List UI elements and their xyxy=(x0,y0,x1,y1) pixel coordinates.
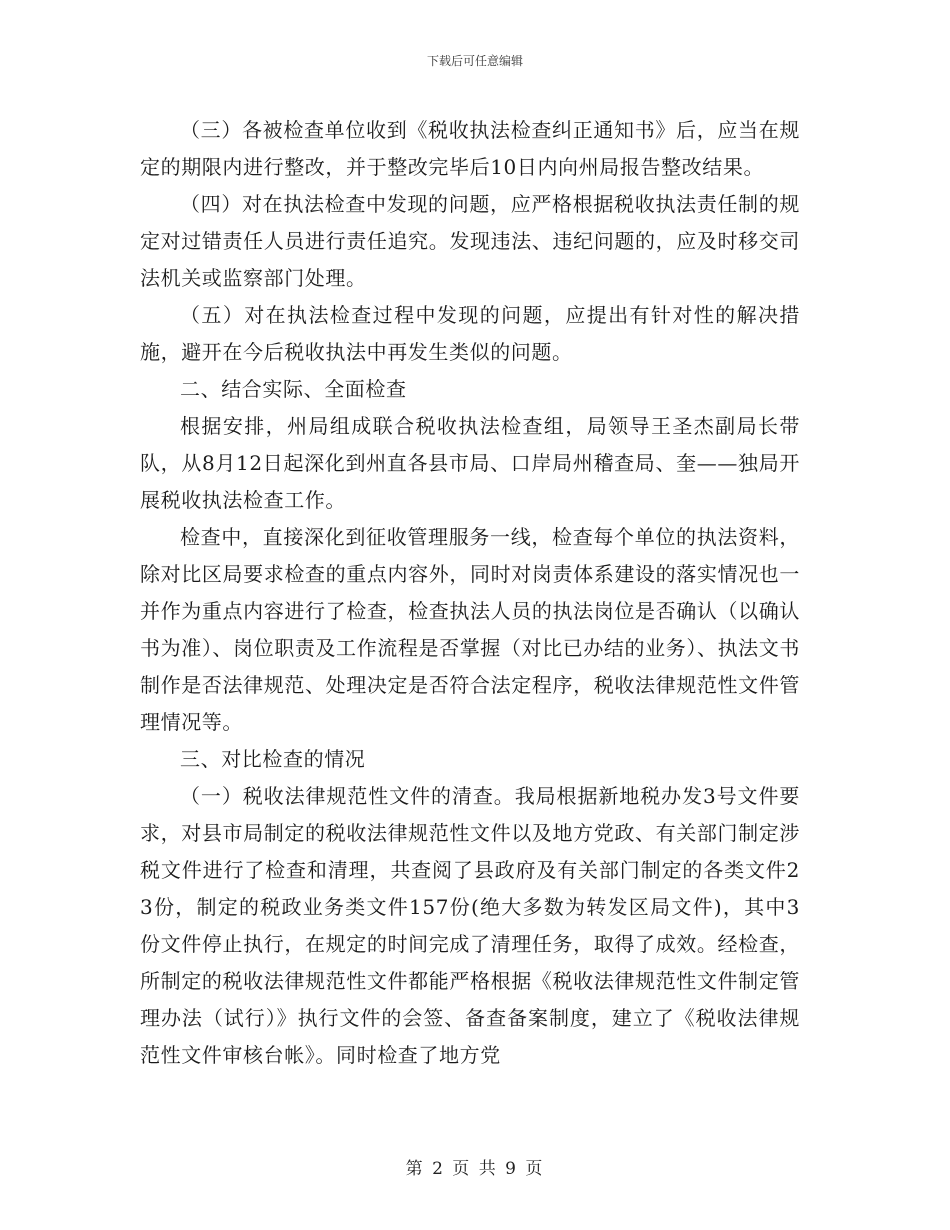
document-body xyxy=(140,112,800,1074)
page-number: 第 2 页 共 9 页 xyxy=(405,1159,545,1179)
paragraph-arrangement: 根据安排，州局组成联合税收执法检查组，局领导王圣杰副局长带队，从8月12日起深化到州直各县市局、口岸局州稽查局、奎——独局开展税收执法检查工作。 xyxy=(140,414,800,512)
paragraph-section-5: （五）对在执法检查过程中发现的问题，应提出有针对性的解决措施，避开在今后税收执法中再发生类似的问题。 xyxy=(140,303,800,364)
paragraph-section-4: （四）对在执法检查中发现的问题，应严格根据税收执法责任制的规定对过错责任人员进行责任追究。发现违法、违纪问题的，应及时移交司法机关或监察部门处理。 xyxy=(140,192,800,290)
paragraph-section-3: （三）各被检查单位收到《税收执法检查纠正通知书》后，应当在规定的期限内进行整改，并于整改完毕后10日内向州局报告整改结果。 xyxy=(140,118,800,179)
page-header: 下载后可任意编辑 xyxy=(426,54,523,68)
paragraph-inspection: 检查中，直接深化到征收管理服务一线，检查每个单位的执法资料，除对比区局要求检查的重点内容外，同时对岗责体系建设的落实情况也一并作为重点内容进行了检查，检查执法人员的执法岗位是否确认（以确认书为准）、岗位职责及工作流程是否掌握（对比已办结的业务）、执法文书制作是否法律规范、处理决定是否符合法定程序，税收法律规范性文件管理情况等。 xyxy=(140,525,800,734)
paragraph-normative-docs: （一）税收法律规范性文件的清查。我局根据新地税办发3号文件要求，对县市局制定的税收法律规范性文件以及地方党政、有关部门制定涉税文件进行了检查和清理，共查阅了县政府及有关部门制定的各类文件23份，制定的税政业务类文件157份(绝大多数为转发区局文件)，其中3份文件停止执行，在规定的时间完成了清理任务，取得了成效。经检查，所制定的税收法律规范性文件都能严格根据《税收法律规范性文件制定管理办法（试行）》执行文件的会签、备查备案制度，建立了《税收法律规范性文件审核台帐》。同时检查了地方党 xyxy=(140,784,800,1067)
heading-part-3: 三、对比检查的情况 xyxy=(180,747,366,771)
heading-part-2: 二、结合实际、全面检查 xyxy=(180,377,407,401)
